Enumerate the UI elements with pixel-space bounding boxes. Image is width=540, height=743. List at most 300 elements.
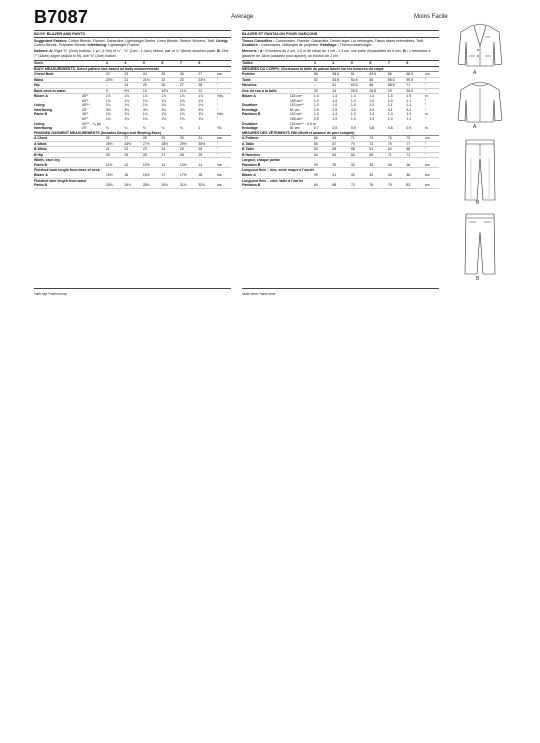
- table-cell: 24: [143, 72, 162, 78]
- divider: [34, 288, 231, 289]
- table-cell: 26.5: [369, 88, 388, 94]
- table-cell: 72: [351, 183, 370, 188]
- unit-cell: Ins.: [217, 163, 231, 168]
- table-cell: 27: [180, 83, 199, 89]
- table-cell: 24: [124, 83, 143, 89]
- row-label: Pants B: [34, 112, 48, 117]
- table-cell: 25: [161, 72, 180, 78]
- table-cell: 77: [406, 141, 425, 147]
- table-cell: 1.4: [332, 94, 338, 99]
- unit-cell: cm: [425, 136, 439, 142]
- table-cell: 15½: [106, 173, 125, 178]
- table-cell: 23: [124, 72, 143, 78]
- unit-cell: Yds.: [216, 94, 224, 99]
- field-label: Notions: A:: [34, 49, 55, 54]
- table-cell: ⅛: [105, 126, 109, 131]
- english-section: [34, 30, 231, 189]
- table-cell: 3: [314, 60, 333, 66]
- table-cell: 25: [124, 152, 143, 158]
- table-cell: 56: [369, 77, 388, 83]
- table-cell: 1.1: [387, 103, 393, 108]
- table-cell: 61: [369, 147, 388, 153]
- table-cell: 1.3: [313, 112, 319, 117]
- blazer-front-illustration: [455, 22, 505, 70]
- table-cell: 68.5: [388, 83, 407, 89]
- table-cell: 56: [314, 72, 333, 78]
- table-cell: 30.5: [406, 88, 425, 94]
- unit-cell: ": [425, 141, 439, 147]
- unit-cell: Ins.: [217, 183, 231, 188]
- table-cell: ⅛: [124, 126, 128, 131]
- row-label: Sizes: [34, 60, 82, 66]
- row-label: Pants B: [34, 183, 82, 188]
- table-cell: 5: [143, 60, 162, 66]
- unit-cell: ": [424, 103, 427, 108]
- table-cell: 46: [406, 173, 425, 178]
- fabric-width: [290, 183, 314, 188]
- table-cell: 28½: [161, 141, 180, 147]
- unit-cell: ": [216, 103, 219, 108]
- table-cell: 1.0: [369, 98, 375, 103]
- table-subheading: MESURES DES VÊTEMENTS FINI (Motif et aisance de port compris): [242, 131, 439, 136]
- table-cell: 13½: [180, 163, 199, 168]
- row-label: Tailles: [242, 60, 290, 66]
- table-cell: 0.7: [313, 126, 319, 131]
- pattern-number: B7087: [34, 7, 89, 27]
- row-label: Blazer A: [242, 94, 256, 99]
- unit-cell: ": [216, 98, 219, 103]
- table-cell: 26: [106, 136, 125, 142]
- table-cell: 9: [106, 88, 125, 94]
- table-cell: 3: [106, 60, 125, 66]
- table-cell: 1.3: [350, 112, 356, 117]
- table-cell: 69: [369, 152, 388, 158]
- table-cell: 36: [406, 163, 425, 168]
- table-cell: 25: [143, 83, 162, 89]
- field-text: One 7" (18cm) zipper (adjust to fit), one ⅝" (2cm) button.: [34, 49, 229, 58]
- table-cell: 1.0: [332, 116, 338, 121]
- table-cell: 30: [332, 163, 351, 168]
- unit-cell: ": [216, 116, 219, 121]
- table-cell: 43: [369, 173, 388, 178]
- fabric-width: 60"*: [81, 116, 89, 121]
- table-cell: –: [106, 83, 125, 89]
- table-cell: 67: [332, 141, 351, 147]
- table-cell: 27: [161, 152, 180, 158]
- fabric-notions-text: [34, 39, 231, 59]
- row-label: Doublure: [242, 121, 258, 126]
- row-label: Width, each leg: [34, 158, 60, 163]
- table-cell: 4: [332, 60, 351, 66]
- table-cell: 3⅛: [198, 107, 204, 112]
- table-cell: 27: [198, 72, 217, 78]
- field-label: Interfacing:: [87, 43, 109, 48]
- table-cell: 6: [161, 60, 180, 66]
- row-label: Blazer A: [34, 173, 82, 178]
- table-cell: 79: [388, 183, 407, 188]
- view-label: B: [476, 276, 480, 282]
- unit-cell: Ins.: [217, 173, 231, 178]
- table-cell: 12½: [143, 163, 162, 168]
- fabric-width: 45"** - ¼ yd.: [81, 121, 102, 126]
- field-text: Eight ⅝" (2cm) buttons, 1 yd. (1.0m) of ¼" - ½" (1cm - 1.3cm) ribbon, pair of ¼" (6mm) shoulder pads.: [54, 49, 217, 54]
- table-cell: 64: [314, 152, 333, 158]
- table-cell: 66: [388, 72, 407, 78]
- table-cell: 25⅛: [106, 183, 125, 188]
- table-cell: 1⅛: [142, 116, 148, 121]
- table-cell: 1.0: [350, 98, 356, 103]
- table-cell: 66: [406, 147, 425, 153]
- table-cell: 1⅞: [105, 94, 111, 99]
- table-cell: 1⅛: [142, 103, 148, 108]
- row-label: Longueur finie – dos, votre noque à l'ourlet: [242, 168, 314, 173]
- table-cell: 66: [351, 152, 370, 158]
- row-label: A Taille: [242, 141, 290, 147]
- table-cell: 76: [369, 183, 388, 188]
- row-label: B Taille: [242, 147, 290, 153]
- table-cell: 14: [198, 163, 217, 168]
- table-cell: ⅛: [179, 126, 183, 131]
- table-cell: 1⅛: [161, 98, 167, 103]
- table-cell: 1.5: [406, 94, 412, 99]
- table-cell: 26½: [124, 141, 143, 147]
- table-subheading: MESURES DU CORPS: Choisissez la taille du patron basée sur les mesures du corps: [242, 66, 439, 72]
- table-cell: 1⅞: [179, 94, 185, 99]
- table-cell: 1⅛: [198, 112, 204, 117]
- table-cell: 33: [369, 163, 388, 168]
- table-cell: 66: [369, 83, 388, 89]
- table-cell: 1⅛: [142, 98, 148, 103]
- row-label: A Poitrine: [242, 136, 290, 142]
- table-cell: 30: [180, 136, 199, 142]
- view-label: B: [476, 200, 480, 206]
- table-cell: 54.5: [351, 77, 370, 83]
- table-cell: 1.1: [406, 103, 412, 108]
- table-cell: 17: [161, 173, 180, 178]
- table-cell: 1.1: [406, 98, 412, 103]
- row-label: Poitrine: [242, 72, 290, 78]
- table-cell: 64: [314, 183, 333, 188]
- table-cell: 3.2: [406, 107, 412, 112]
- table-cell: 25.5: [351, 88, 370, 94]
- table-cell: 1.0: [313, 103, 319, 108]
- table-cell: 29: [388, 88, 407, 94]
- table-cell: 41: [332, 173, 351, 178]
- table-cell: 66: [314, 136, 333, 142]
- fabric-width: 150 cm*: [289, 98, 303, 103]
- row-label: Finished back length from base of neck: [34, 168, 100, 173]
- table-cell: 26: [161, 83, 180, 89]
- table-cell: 71: [388, 152, 407, 158]
- row-label: Lining: [34, 103, 45, 108]
- table-cell: 42: [351, 173, 370, 178]
- table-cell: 0.9: [313, 116, 319, 121]
- table-cell: 1.0: [332, 98, 338, 103]
- row-label: Pantalon B: [242, 183, 290, 188]
- table-cell: 3⅛: [105, 107, 111, 112]
- table-cell: 8: [406, 60, 425, 66]
- field-label: Doublure :: [242, 43, 261, 48]
- pants-back-illustration: [462, 212, 498, 276]
- table-cell: 10½: [161, 88, 180, 94]
- table-cell: 28: [198, 83, 217, 89]
- table-subheading: FINISHED GARMENT MEASUREMENTS (Includes Design and Wearing Ease): [34, 131, 231, 136]
- row-label: Pantalon B: [242, 163, 290, 168]
- table-cell: 3.1: [387, 107, 393, 112]
- table-cell: 1.0: [387, 98, 393, 103]
- table-cell: 61: [351, 72, 370, 78]
- table-cell: 1.4: [406, 112, 412, 117]
- table-cell: 1.5: [387, 94, 393, 99]
- table-cell: 12: [198, 88, 217, 94]
- fabric-width: 20": [81, 107, 88, 112]
- section-title: BOYS' BLAZER AND PANTS: [34, 30, 231, 38]
- table-cell: 1⅛: [161, 112, 167, 117]
- yardage-table: [242, 60, 439, 189]
- table-subheading: BODY MEASUREMENTS: Select pattern size based on body measurements: [34, 66, 231, 72]
- table-cell: 3⅛: [161, 107, 167, 112]
- table-cell: 29: [161, 136, 180, 142]
- table-cell: 31: [198, 136, 217, 142]
- table-cell: 69: [332, 136, 351, 142]
- fabric-width: 45"**: [81, 103, 90, 108]
- row-label: Pantalon B: [242, 112, 261, 117]
- blazer-back-illustration: [455, 80, 505, 124]
- unit-cell: ": [425, 152, 439, 158]
- row-label: Entoilage: [242, 107, 258, 112]
- divider: [242, 288, 439, 289]
- table-cell: 59.5: [406, 77, 425, 83]
- table-cell: 53.5: [332, 77, 351, 83]
- table-cell: 4: [124, 60, 143, 66]
- table-cell: 31⅛: [180, 183, 199, 188]
- table-cell: 21½: [143, 77, 162, 83]
- suggested-fabrics-text: [34, 39, 231, 48]
- row-label: Back-neck to waist: [34, 88, 82, 94]
- table-cell: 1⅛: [161, 116, 167, 121]
- table-cell: 26: [180, 72, 199, 78]
- table-cell: 5: [351, 60, 370, 66]
- table-cell: 2.9: [332, 107, 338, 112]
- table-cell: 1⅛: [124, 103, 130, 108]
- row-label: Entoilage: [242, 126, 258, 131]
- table-cell: 29: [314, 163, 333, 168]
- table-cell: 11½: [106, 163, 125, 168]
- table-cell: 1.4: [387, 112, 393, 117]
- row-label: Longueur finie – côté, taille à l'ourlet: [242, 178, 303, 183]
- view-label: A: [473, 70, 477, 76]
- table-cell: 71: [406, 83, 425, 89]
- row-label: B Hip: [34, 152, 82, 158]
- table-cell: 1⅞: [124, 94, 130, 99]
- table-cell: 28: [143, 136, 162, 142]
- pants-front-illustration: [462, 138, 498, 202]
- table-cell: 75: [388, 141, 407, 147]
- fabric-width: 150 cm*: [289, 116, 303, 121]
- fabric-width: 60"*: [81, 98, 89, 103]
- table-cell: 28⅛: [143, 183, 162, 188]
- table-cell: 1⅛: [198, 98, 204, 103]
- table-cell: 17½: [180, 173, 199, 178]
- unit-cell: Ins.: [217, 72, 231, 78]
- table-cell: 1⅛: [161, 103, 167, 108]
- table-cell: 1.4: [313, 94, 319, 99]
- fabric-width: 51 cm: [289, 126, 300, 131]
- french-section: [242, 30, 439, 189]
- table-cell: 71: [351, 136, 370, 142]
- fabric-width: 20": [81, 126, 88, 131]
- notions-text: [242, 49, 439, 58]
- table-cell: 0.8: [369, 126, 375, 131]
- table-cell: 10: [143, 88, 162, 94]
- row-label: Hip: [34, 83, 82, 89]
- field-label: Suggested Fabrics:: [34, 38, 69, 43]
- field-text: 1 fermeture à glissière de 18cm (adaptez pour ajuster), un bouton de 2 cm.: [242, 49, 431, 58]
- table-cell: 70: [351, 141, 370, 147]
- table-cell: 63.5: [351, 83, 370, 89]
- field-text: 8 boutons de 2 cm, 1,0 m de ruban de 1 cm - 1.3 cm, une paire d'épaulettes de 6 mm.: [265, 49, 404, 54]
- table-cell: 1.1: [406, 116, 412, 121]
- table-cell: 1⅛: [179, 103, 185, 108]
- field-text: Cotton Blends, Polyester Blends.: [34, 43, 88, 48]
- unit-cell: ": [217, 77, 231, 83]
- table-cell: 44: [388, 173, 407, 178]
- unit-cell: cm: [425, 183, 439, 188]
- unit-cell: m: [424, 112, 428, 117]
- unit-cell: ": [217, 88, 231, 94]
- table-cell: 0.9: [406, 126, 412, 131]
- table-cell: 27½: [143, 141, 162, 147]
- unit-cell: ": [216, 107, 219, 112]
- table-cell: 1.0: [350, 103, 356, 108]
- table-cell: 1.0: [332, 103, 338, 108]
- unit-cell: Yd.: [216, 126, 223, 131]
- fabric-width: 45"*: [81, 94, 89, 99]
- unit-cell: ": [425, 147, 439, 153]
- fabric-width: 115 cm*: [289, 94, 303, 99]
- table-cell: 1⅛: [198, 103, 204, 108]
- table-cell: 12: [124, 163, 143, 168]
- table-cell: 1.0: [369, 103, 375, 108]
- field-text: Lightweight Fusible.: [108, 43, 140, 48]
- footnote-nap: *with nap **without nap: [34, 292, 67, 296]
- table-cell: 63.5: [369, 72, 388, 78]
- table-cell: 39: [314, 173, 333, 178]
- unit-cell: cm: [425, 173, 439, 178]
- unit-cell: m: [424, 94, 428, 99]
- row-label: A Chest: [34, 136, 82, 142]
- table-cell: 74: [369, 136, 388, 142]
- table-cell: –: [314, 83, 333, 89]
- fabric-width: 45"*: [81, 112, 89, 117]
- table-cell: ⅛: [142, 126, 146, 131]
- table-cell: 7: [388, 60, 407, 66]
- table-cell: 22: [161, 77, 180, 83]
- table-cell: 58: [351, 147, 370, 153]
- table-cell: 1: [198, 126, 201, 131]
- notions-text: [34, 49, 231, 58]
- table-cell: 58.5: [332, 72, 351, 78]
- yardage-table: [34, 60, 231, 189]
- table-cell: 1⅞: [142, 94, 148, 99]
- table-cell: 3⅛: [142, 107, 148, 112]
- table-cell: 32⅛: [198, 183, 217, 188]
- row-label: Interfacing: [34, 107, 52, 112]
- table-cell: 23: [143, 147, 162, 153]
- unit-cell: cm: [425, 163, 439, 168]
- table-cell: 1.0: [350, 116, 356, 121]
- table-cell: 72: [369, 141, 388, 147]
- field-label: Mercerie : A :: [242, 49, 266, 54]
- table-cell: 9½: [124, 88, 143, 94]
- footnote-nap: *avec sens **sans sens: [242, 292, 276, 296]
- table-cell: 65: [314, 141, 333, 147]
- field-text: Cotonnades, Flanelle, Gabardine, Denim léger, Lin mélangés, Tissus tissés extensibles, Twill.: [275, 38, 425, 43]
- table-cell: 6: [369, 60, 388, 66]
- table-cell: 22: [124, 147, 143, 153]
- table-cell: 0.8: [332, 126, 338, 131]
- unit-cell: ": [425, 83, 439, 89]
- table-cell: 24: [161, 147, 180, 153]
- table-cell: 68: [332, 183, 351, 188]
- row-label: Waist: [34, 77, 82, 83]
- table-cell: 16: [124, 173, 143, 178]
- table-cell: 25: [180, 147, 199, 153]
- table-cell: 3⅛: [179, 107, 185, 112]
- row-label: Taille: [242, 77, 290, 83]
- table-cell: 29½: [180, 141, 199, 147]
- fabric-notions-text: [242, 39, 439, 59]
- row-label: B Hanches: [242, 152, 290, 158]
- table-cell: 1⅛: [124, 98, 130, 103]
- table-cell: 1⅛: [142, 112, 148, 117]
- table-cell: 79: [406, 136, 425, 142]
- table-cell: 29⅛: [161, 183, 180, 188]
- row-label: Finished side length from waist: [34, 178, 87, 183]
- table-cell: 18: [198, 173, 217, 178]
- table-cell: 76: [388, 136, 407, 142]
- row-label: Blazer A: [34, 94, 48, 99]
- table-cell: 58.5: [388, 77, 407, 83]
- table-cell: 26⅛: [124, 183, 143, 188]
- table-cell: 1⅛: [124, 116, 130, 121]
- row-label: Largeur, chaque jambe: [242, 158, 281, 163]
- row-label: A Waist: [34, 141, 82, 147]
- unit-cell: ": [424, 107, 427, 112]
- unit-cell: ": [217, 147, 231, 153]
- unit-cell: m: [424, 126, 428, 131]
- row-label: Interfacing: [34, 126, 52, 131]
- row-label: B Waist: [34, 147, 82, 153]
- table-cell: 1.3: [332, 112, 338, 117]
- field-label: Entoilage :: [320, 43, 340, 48]
- table-cell: 23: [314, 88, 333, 94]
- row-label: Dos du cou à la taille: [242, 88, 290, 94]
- table-cell: 22: [106, 72, 125, 78]
- table-cell: 32: [351, 163, 370, 168]
- table-cell: 8: [198, 60, 217, 66]
- table-row: [34, 183, 231, 188]
- table-cell: 1.0: [313, 98, 319, 103]
- field-text: Cotton Blends, Flannel, Gabardine, Lightweight Denim, Linen Blends, Stretch Wovens, Twill.: [68, 38, 217, 43]
- field-label: B :: [403, 49, 410, 54]
- unit-cell: ": [217, 152, 231, 158]
- table-cell: 83: [406, 183, 425, 188]
- field-label: Tissus Conseillés :: [242, 38, 276, 43]
- field-text: Cotonnades, Mélanges de polyester.: [260, 43, 321, 48]
- table-cell: 16½: [143, 173, 162, 178]
- unit-cell: Ins.: [217, 136, 231, 142]
